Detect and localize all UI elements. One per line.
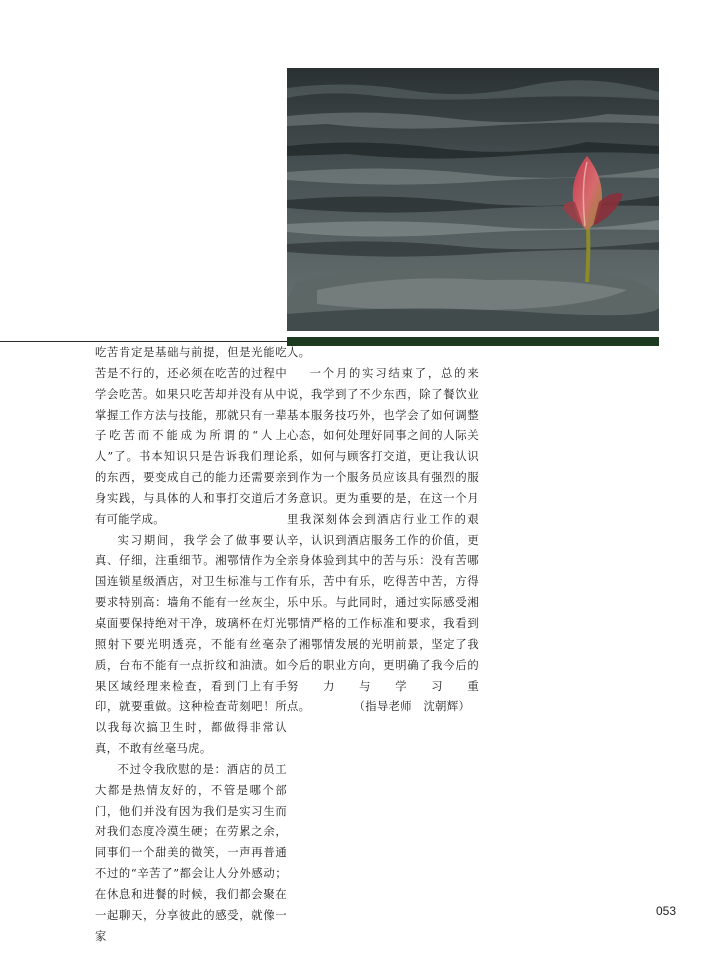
paragraph: 不过令我欣慰的是：酒店的员工大都是热情友好的，不管是哪个部门，他们并没有因为我们是实习生而对我们态度冷漠生硬；在劳累之余，同事们一个甜美的微笑，一声再普通不过的“辛苦了”都会让人分外感动；在休息和进餐的时候，我们都会聚在一起聊天，分享彼此的感受，就像一家 — [95, 762, 287, 943]
right-column — [287, 343, 479, 718]
credit-spacer — [310, 700, 353, 713]
left-column — [95, 343, 287, 947]
advisor-credit: （指导老师 沈朝辉） — [353, 700, 471, 714]
paragraph-text: 一个月的实习结束了，总的来说，我学到了不少东西，除了餐饮业基本服务技巧外，也学会了如何调整心态，如何处理好同事之间的人际关系，如何与顾客打交道，更让我认识到作为一个服务员应该具有强烈的服务意识。更为重要的是，在这一个月里我深刻体会到酒店行业工作的艰辛，认识到酒店服务工作的价值，更亲身体验到其中的苦与乐：没有苦哪有乐，苦中有乐，吃得苦中苦，方得乐中乐。与此同时，通过实际感受湘鄂情严格的工作标准和要求，我看到了湘鄂情发展的光明前景，坚定了我今后的职业方向，更明确了我今后的努力与学习重点。 — [287, 366, 479, 714]
paragraph — [287, 364, 479, 718]
lotus-water-image — [287, 68, 659, 331]
paragraph: 实习期间，我学会了做事要认真、仔细，注重细节。湘鄂情作为全国连锁星级酒店，对卫生标准与工作要求特别高：墙角不能有一丝灰尘，桌面要保持绝对干净，玻璃杯在灯光照射下要光明透亮，不能有丝毫杂质，台布不能有一点折纹和油渍。如果区域经理来检查，看到门上有手印，就要重做。这种检查苛刻吧！所以我每次搞卫生时，都做得非常认真，不敢有丝毫马虎。 — [95, 533, 287, 756]
page-number: 053 — [655, 904, 676, 918]
paragraph: 人。 — [287, 346, 311, 359]
lotus-photo — [287, 68, 659, 331]
paragraph: 吃苦肯定是基础与前提，但是光能吃苦是不行的，还必须在吃苦的过程中学会吃苦。如果只吃苦却并没有从中掌握工作方法与技能，那就只有一辈子吃苦而不能成为所谓的“人上人”了。书本知识只是告诉我们理论的东西，要变成自己的能力还需要亲身实践，与具体的人和事打交道后才有可能学成。 — [95, 346, 287, 526]
horizontal-rule — [0, 341, 287, 342]
